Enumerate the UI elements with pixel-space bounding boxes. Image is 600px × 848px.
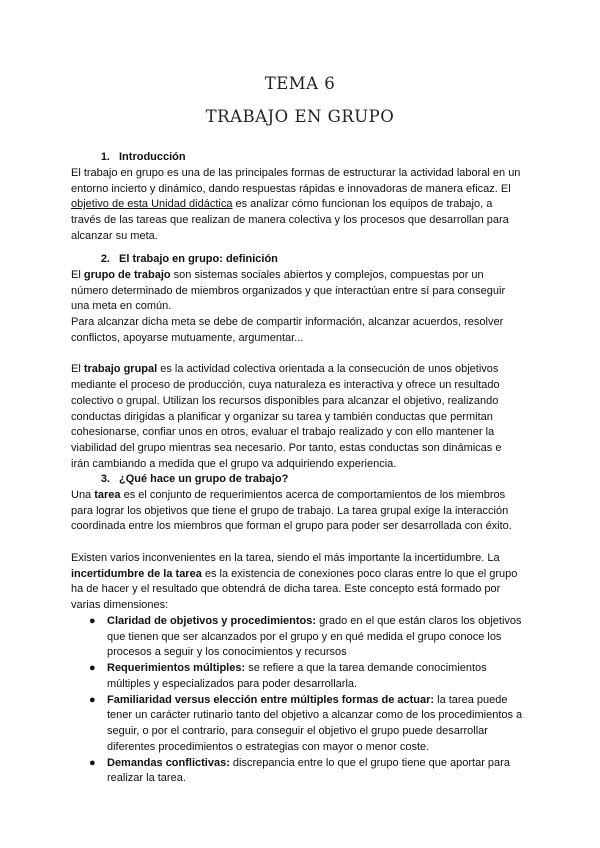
bullet-icon: ● <box>89 693 96 706</box>
section-heading: 3. ¿Qué hace un grupo de trabajo? <box>100 473 289 485</box>
list-item: ● Demandas conflictivas: discrepancia entre lo que el grupo tiene que aportar para realizar la tarea. <box>89 756 510 785</box>
section-heading: 2. El trabajo en grupo: definición <box>100 253 278 265</box>
section-heading: 1. Introducción <box>100 151 186 163</box>
bullet-icon: ● <box>89 614 96 627</box>
page-title-line2: TRABAJO EN GRUPO <box>205 107 395 126</box>
list-item: ● Requerimientos múltiples: se refiere a que la tarea demande conocimientos múltiples y especializados para poder desarrollarla. <box>89 662 487 690</box>
list-item: ● Claridad de objetivos y procedimientos: grado en el que están claros los objetivos que tienen que ser alcanzados por el grupo y en qué medida el grupo conoce los procesos a seguir y los conocimientos y recursos <box>89 614 522 659</box>
dimensions-list <box>71 614 531 787</box>
page-title-line1: TEMA 6 <box>264 74 336 93</box>
section-introduccion: 1. Introducción El trabajo en grupo es una de las principales formas de estructurar la actividad laboral en un entorno incierto y dinámico, dando respuestas rápidas e innovadoras de manera eficaz. El objetivo de esta Unidad didáctica es analizar cómo funcionan los equipos de trabajo, a través de las tareas que realizan de manera colectiva y los procesos que desarrollan para alcanzar su meta. <box>71 150 531 245</box>
list-item: ● Familiaridad versus elección entre múltiples formas de actuar: la tarea puede tener un carácter rutinario tanto del objetivo a alcanzar como de los procedimientos a seguir, o por el contrario, para conseguir el objetivo el grupo puede desarrollar diferentes procedimientos o estrategias con mayor o menor coste. <box>89 693 523 753</box>
section-que-hace: 3. ¿Qué hace un grupo de trabajo? Una tarea es el conjunto de requerimientos acerca de comportamientos de los miembros para lograr los objetivos que tiene el grupo de trabajo. La tarea grupal exige la interacción coordinada entre los miembros que forman el grupo para poder ser desarrollada con éxito. Existen varios inconvenientes en la tarea, siendo el más importante la incertidumbre. La incertidumbre de la tarea es la existencia de conexiones poco claras entre lo que el grupo ha de hacer y el resultado que obtendrá de dicha tarea. Este concepto está formado por varias dimensiones: ● Claridad de objetivos y procedimientos: grado en el que están claros los objetivos que tienen que ser alcanzados por el grupo y en qué medida el grupo conoce los procesos a seguir y los conocimientos y recursos ● Requerimientos múltiples: se refiere a que la tarea demande conocimientos múltiples y especializados para poder desarrollarla. ● Familiaridad versus elección entre múltiples formas de actuar: la tarea puede tener un carácter rutinario tanto del objetivo a alcanzar como de los procedimientos a seguir, o por el contrario, para conseguir el objetivo el grupo puede desarrollar diferentes procedimientos o estrategias con mayor o menor coste. ● Demandas conflictivas: discrepancia entre lo que el grupo tiene que aportar para realizar la tarea. <box>71 472 531 787</box>
bullet-icon: ● <box>89 756 96 769</box>
bullet-icon: ● <box>89 662 96 674</box>
objetivo-link[interactable]: objetivo de esta Unidad didáctica <box>71 198 233 211</box>
section-definicion: 2. El trabajo en grupo: definición El grupo de trabajo son sistemas sociales abiertos y complejos, compuestas por un número determinado de miembros organizados y que interactúan entre sí para conseguir una meta en común. Para alcanzar dicha meta se debe de compartir información, alcanzar acuerdos, resolver conflictos, apoyarse mutuamente, argumentar... El trabajo grupal es la actividad colectiva orientada a la consecución de unos objetivos mediante el proceso de producción, cuya naturaleza es interactiva y ofrece un resultado colectivo o grupal. Utilizan los recursos disponibles para alcanzar el objetivo, realizando conductas dirigidas a planificar y organizar su tarea y también conductas que permitan cohesionarse, confiar unos en otros, evaluar el trabajo realizado y con ello mantener la viabilidad del grupo mientras sea necesario. Por tanto, estas conductas son dinámicas e irán cambiando a medida que el grupo va adquiriendo experiencia. <box>71 252 531 473</box>
